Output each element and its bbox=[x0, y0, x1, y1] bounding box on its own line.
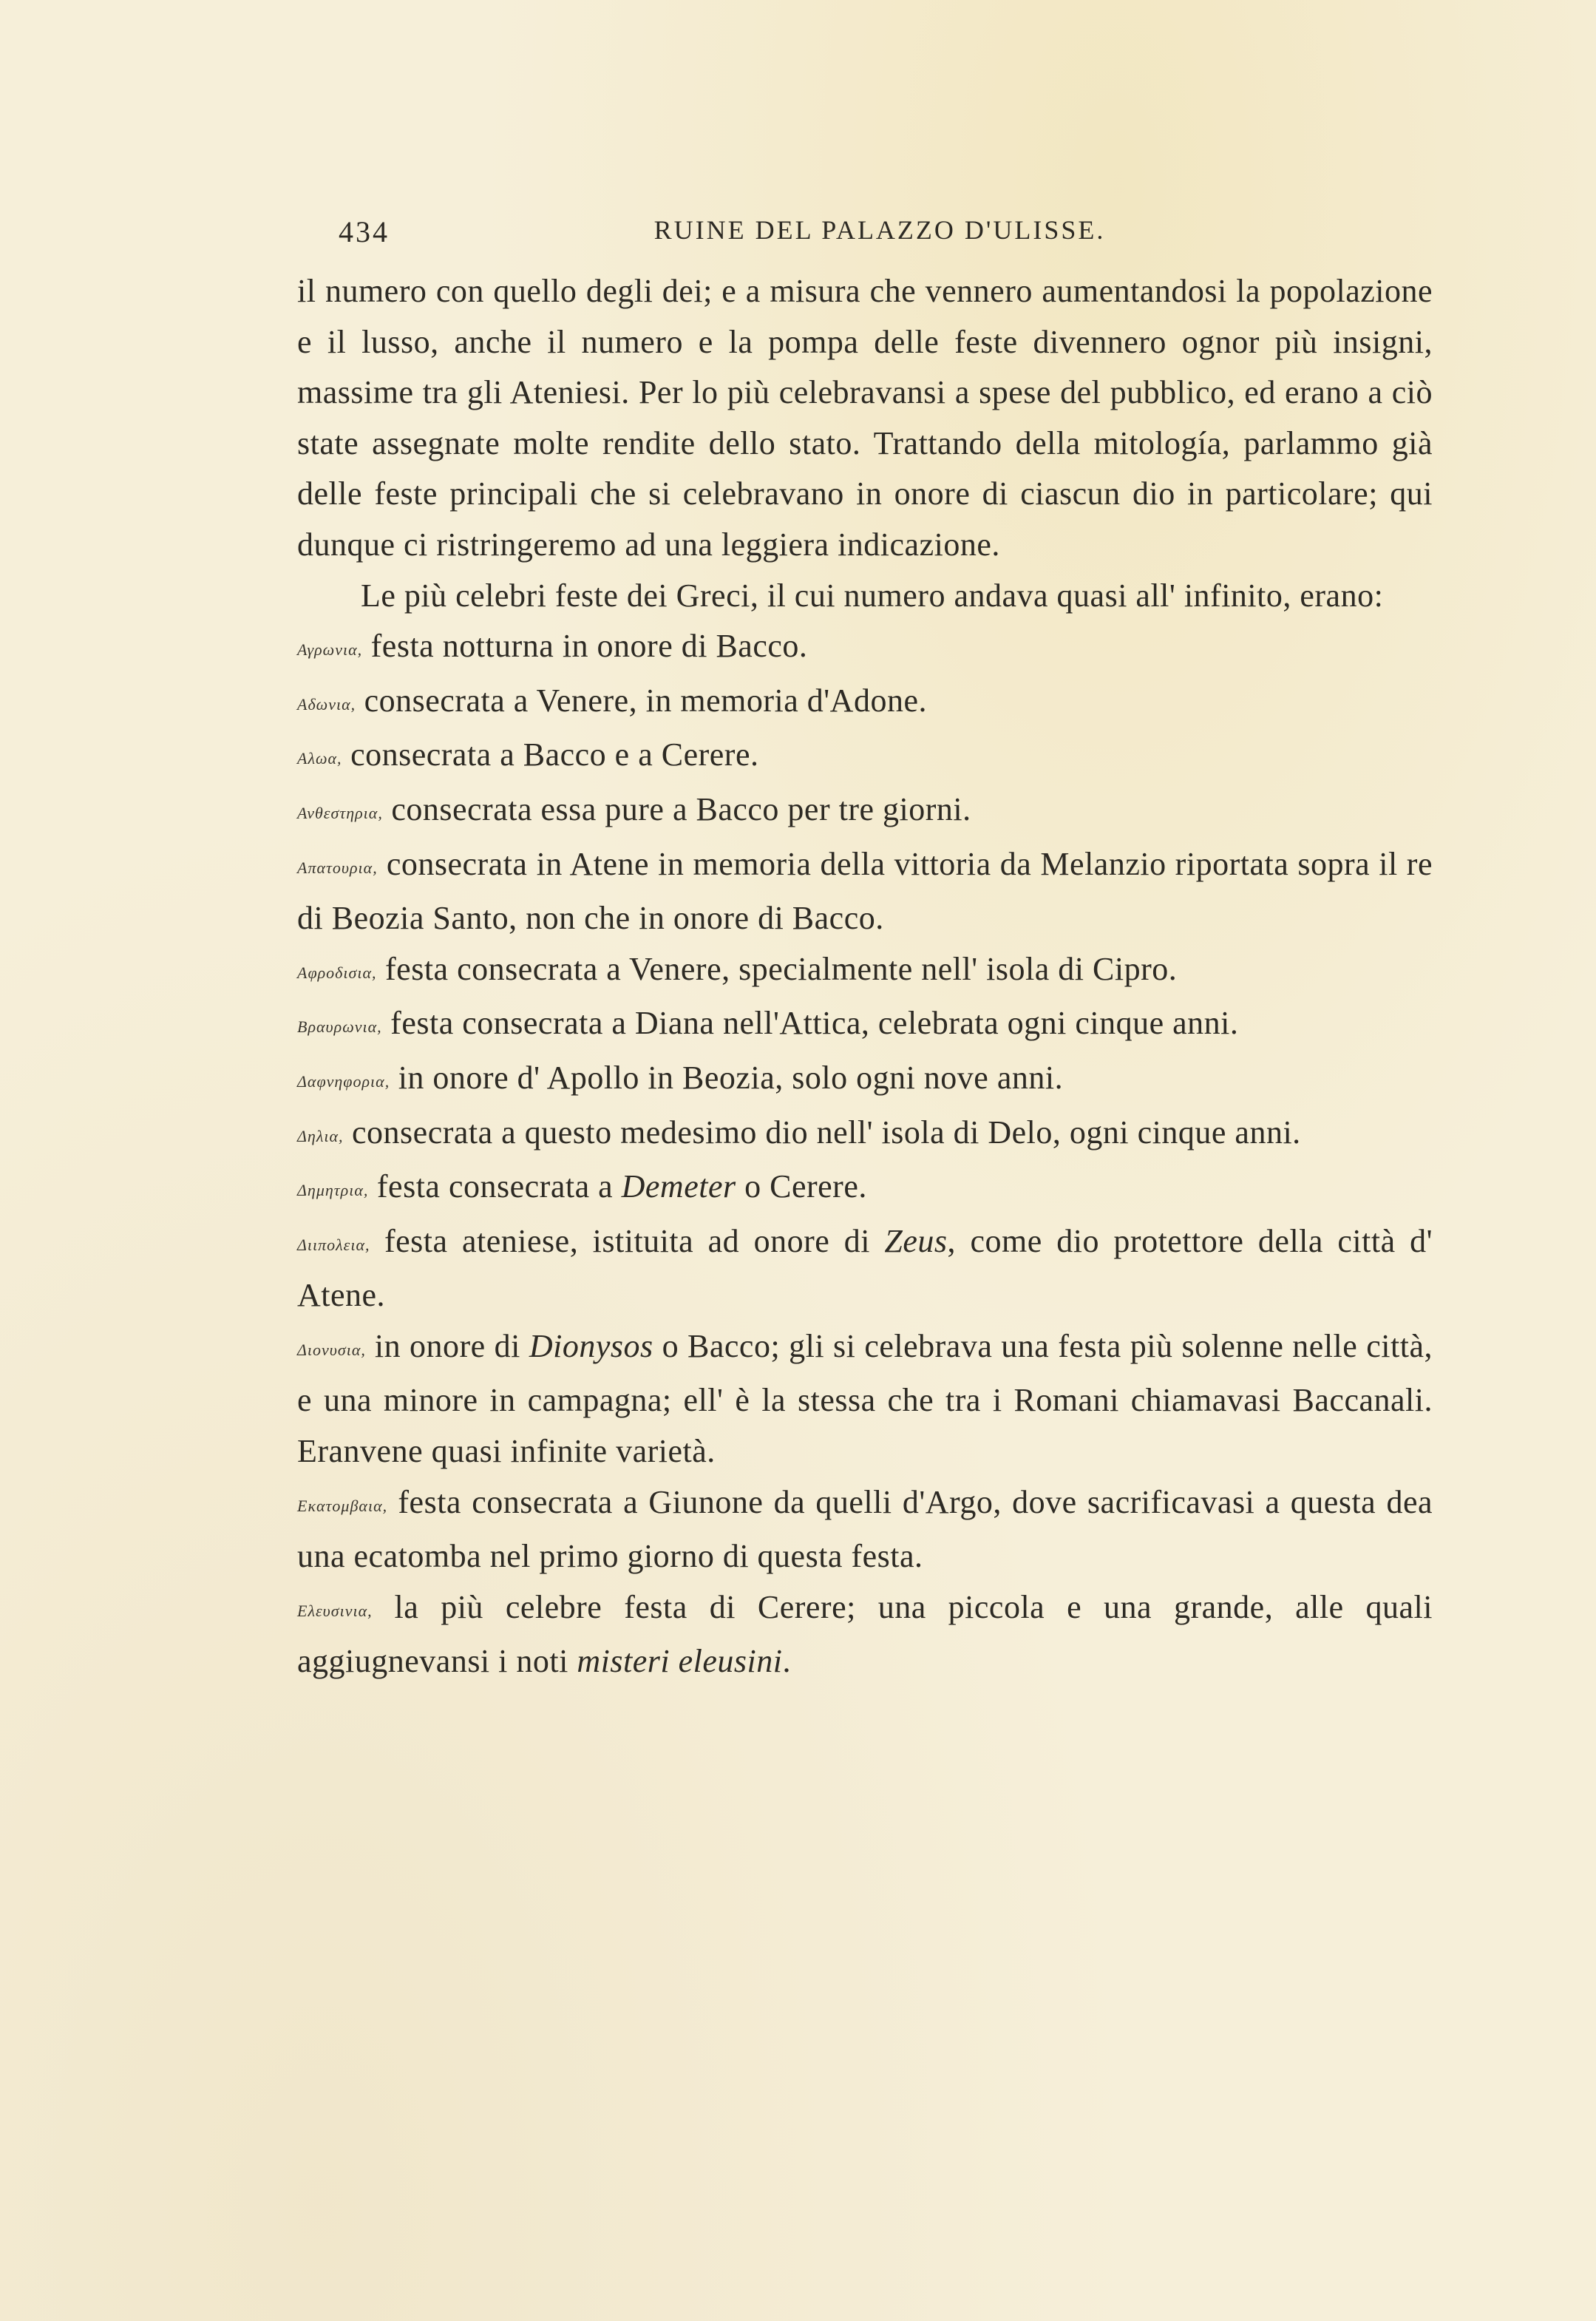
entry-text: o Cerere. bbox=[736, 1168, 867, 1205]
entry-adonia bbox=[297, 676, 1433, 731]
entry-hecatombaia bbox=[297, 1477, 1433, 1582]
intro-paragraph: il numero con quello degli dei; e a misura che vennero aumentandosi la popolazione e il lusso, anche il numero e la pompa delle feste divennero ognor più insigni, massime tra gli Ateniesi. Per lo più celebravansi a spese del pubblico, ed erano a ciò state assegnate molte rendite dello stato. Trattando della mitología, parlammo già delle feste principali che si celebravano in onore di ciascun dio in particolare; qui dunque ci ristringeremo ad una leggiera indicazione. bbox=[297, 273, 1433, 563]
entry-dionysia bbox=[297, 1321, 1433, 1477]
greek-term: Δηλια, bbox=[297, 1126, 344, 1145]
greek-term: Απατουρια, bbox=[297, 858, 378, 877]
entry-text: festa notturna in onore di Bacco. bbox=[370, 628, 808, 665]
entry-text: consecrata essa pure a Bacco per tre giorni. bbox=[391, 790, 971, 827]
italic-term: Zeus bbox=[884, 1222, 948, 1259]
entry-text: consecrata a questo medesimo dio nell' isola di Delo, ogni cinque anni. bbox=[352, 1114, 1301, 1151]
entry-text: . bbox=[782, 1643, 791, 1680]
entry-text: la più celebre festa di Cerere; una piccola e una grande, alle quali aggiugnevansi i noti bbox=[297, 1588, 1433, 1680]
book-page bbox=[297, 214, 1433, 1687]
entry-daphnephoria bbox=[297, 1053, 1433, 1108]
entry-agrionia bbox=[297, 621, 1433, 676]
greek-term: Δημητρια, bbox=[297, 1181, 369, 1200]
entry-brauronia bbox=[297, 998, 1433, 1053]
italic-term: Demeter bbox=[621, 1168, 736, 1205]
entry-text: consecrata in Atene in memoria della vittoria da Melanzio riportata sopra il re di Beozia Santo, non che in onore di Bacco. bbox=[297, 845, 1433, 937]
italic-term: Dionysos bbox=[529, 1327, 653, 1364]
greek-term: Διιπολεια, bbox=[297, 1235, 370, 1254]
greek-term: Εκατομβαια, bbox=[297, 1496, 388, 1515]
entry-text: o Bacco; gli si celebrava una festa più solenne nelle città, e una minore in campagna; ell' è la stessa che tra i Romani chiamavasi Baccanali. Eranvene quasi infinite varietà. bbox=[297, 1327, 1433, 1470]
running-head bbox=[297, 214, 1433, 259]
greek-term: Βραυρωνια, bbox=[297, 1017, 382, 1037]
page-number: 434 bbox=[339, 215, 390, 248]
greek-term: Αγρωνια, bbox=[297, 640, 363, 660]
entry-text: consecrata a Venere, in memoria d'Adone. bbox=[364, 682, 927, 719]
greek-term: Αλωα, bbox=[297, 749, 342, 768]
entry-text: festa consecrata a Giunone da quelli d'Argo, dove sacrificavasi a questa dea una ecatomba nel primo giorno di questa festa. bbox=[297, 1483, 1433, 1575]
entry-text: festa consecrata a bbox=[376, 1168, 622, 1205]
entry-delia bbox=[297, 1108, 1433, 1162]
entry-diipoleia bbox=[297, 1216, 1433, 1321]
greek-term: Διονυσια, bbox=[297, 1340, 366, 1359]
entry-aloa bbox=[297, 730, 1433, 785]
greek-term: Αδωνια, bbox=[297, 694, 356, 714]
entry-text: festa ateniese, istituita ad onore di bbox=[384, 1222, 885, 1259]
entry-text: festa consecrata a Venere, specialmente nell' isola di Cipro. bbox=[385, 950, 1178, 987]
greek-term: Ανθεστηρια, bbox=[297, 803, 383, 822]
greek-term: Ελευσινια, bbox=[297, 1601, 373, 1620]
entry-eleusinia bbox=[297, 1582, 1433, 1687]
italic-term: misteri eleusini bbox=[577, 1643, 783, 1680]
entry-aphrodisia bbox=[297, 944, 1433, 999]
entry-demetria bbox=[297, 1162, 1433, 1216]
entry-text: in onore di bbox=[374, 1327, 529, 1364]
greek-term: Αφροδισια, bbox=[297, 963, 377, 982]
entry-text: festa consecrata a Diana nell'Attica, celebrata ogni cinque anni. bbox=[390, 1005, 1239, 1042]
running-title: RUINE DEL PALAZZO D'ULISSE. bbox=[653, 215, 1106, 245]
entry-text: in onore d' Apollo in Beozia, solo ogni nove anni. bbox=[398, 1059, 1064, 1096]
greek-term: Δαφνηφορια, bbox=[297, 1071, 390, 1091]
body-text bbox=[297, 266, 1433, 1687]
entry-text: consecrata a Bacco e a Cerere. bbox=[350, 736, 759, 773]
entry-apaturia bbox=[297, 839, 1433, 944]
lead-paragraph: Le più celebri feste dei Greci, il cui numero andava quasi all' infinito, erano: bbox=[361, 577, 1384, 614]
entry-text: , come dio protettore della città d' Atene. bbox=[297, 1222, 1433, 1314]
entry-anthesteria bbox=[297, 785, 1433, 839]
